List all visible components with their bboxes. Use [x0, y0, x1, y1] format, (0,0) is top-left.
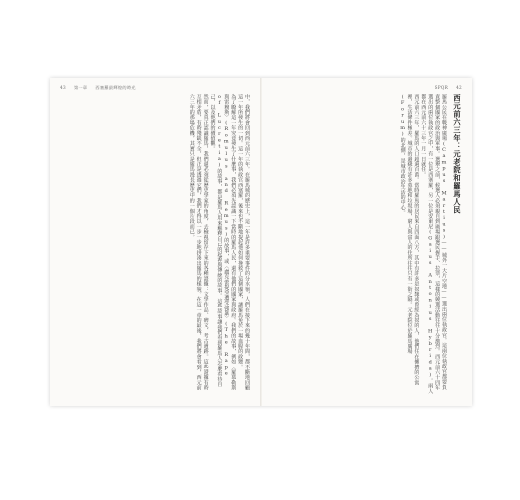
right-paragraph-1: 羅馬公民在戰神廣場(Campus Martius)——城外一大片空地——選出兩位執政官。這兩位執政官都要負責整個國家的政治與軍事。選舉之前，候選人必須親自到廣場跟選民握手、拉票，這樣的競選活動往往十分激烈。西元前六十四年選出的兩位執政官之中，有一位是西塞羅，另一位是安東尼(Gaius Antonius Hybrida)。兩人都在西元前六十三年一月一日就任。 [420, 94, 447, 394]
right-page-header [435, 85, 462, 90]
left-chapter-title: 西塞羅最輝煌的時光 [95, 85, 136, 90]
left-paragraph-2: 為了瞭解這一年究竟發生了什麼事，我們必須先認識一下當時的羅馬人民，還有他們的國家與政府。我們的故事，例如〈羅慕勒斯與雷穆斯〉(Romulus and Remus)的故事，或〈盧克蕾提亞遭受強暴〉(The Rape of Lucretia)的故事，都是羅馬人用來解釋自己的起源與傳統的故事。這些故事讓我們看到羅馬人怎麼看待自己，以及他們的價值觀。 [209, 94, 237, 391]
right-page-number: 42 [456, 85, 462, 90]
section-heading: 西元前六三年：元老院和羅馬人民 [453, 94, 462, 214]
right-page-body [272, 94, 447, 394]
left-page-number: 43 [60, 85, 66, 90]
right-paragraph-2: 西元前六三年，羅馬的人口超過百萬。當時羅馬的居民來自四面八方，其中有許多是奴隸或曾經為奴的人，他們住在擁擠的公寓裡，生活條件極差。城市的邊緣有許多墓地和垃圾場，窮人與富人的住所往往只有一街之隔。元老院位於羅馬廣場(Forum)的北側，是城市政治生活的中心。 [399, 94, 420, 386]
left-paragraph-3: 然而，要真正認識羅馬，我們還必須從歷史學家的角度，去檢視留存下來的各種證據：文學作品、碑文、考古遺跡。這些證據有時互相矛盾，有時殘缺不全，但正是透過它們，我們才得以一步一步地拼湊出羅馬的樣貌。在這一章的最後，我們將會看到，西元前六三年的那場危機，其實只是羅馬漫長歷史中的一個片段而已。 [188, 94, 209, 391]
left-page-body [62, 94, 250, 394]
book-spread [50, 78, 472, 406]
book-gutter [260, 78, 262, 406]
left-page-header [60, 85, 136, 91]
left-paragraph-1: 中，我們將會回到西元前六三年。在羅馬城的歷史上，這一年是許多重要事件的分水嶺，人們在接下來的幾十年間，都不斷地回顧這一年所發生的一切。這一年的執政官西塞羅，後來也不斷地提起他如何挽救了這個國家，讓羅馬免於一場血腥的政變。 [237, 94, 250, 391]
right-book-title: SPQR [434, 85, 449, 90]
left-chapter-label: 第一章 [73, 85, 88, 90]
